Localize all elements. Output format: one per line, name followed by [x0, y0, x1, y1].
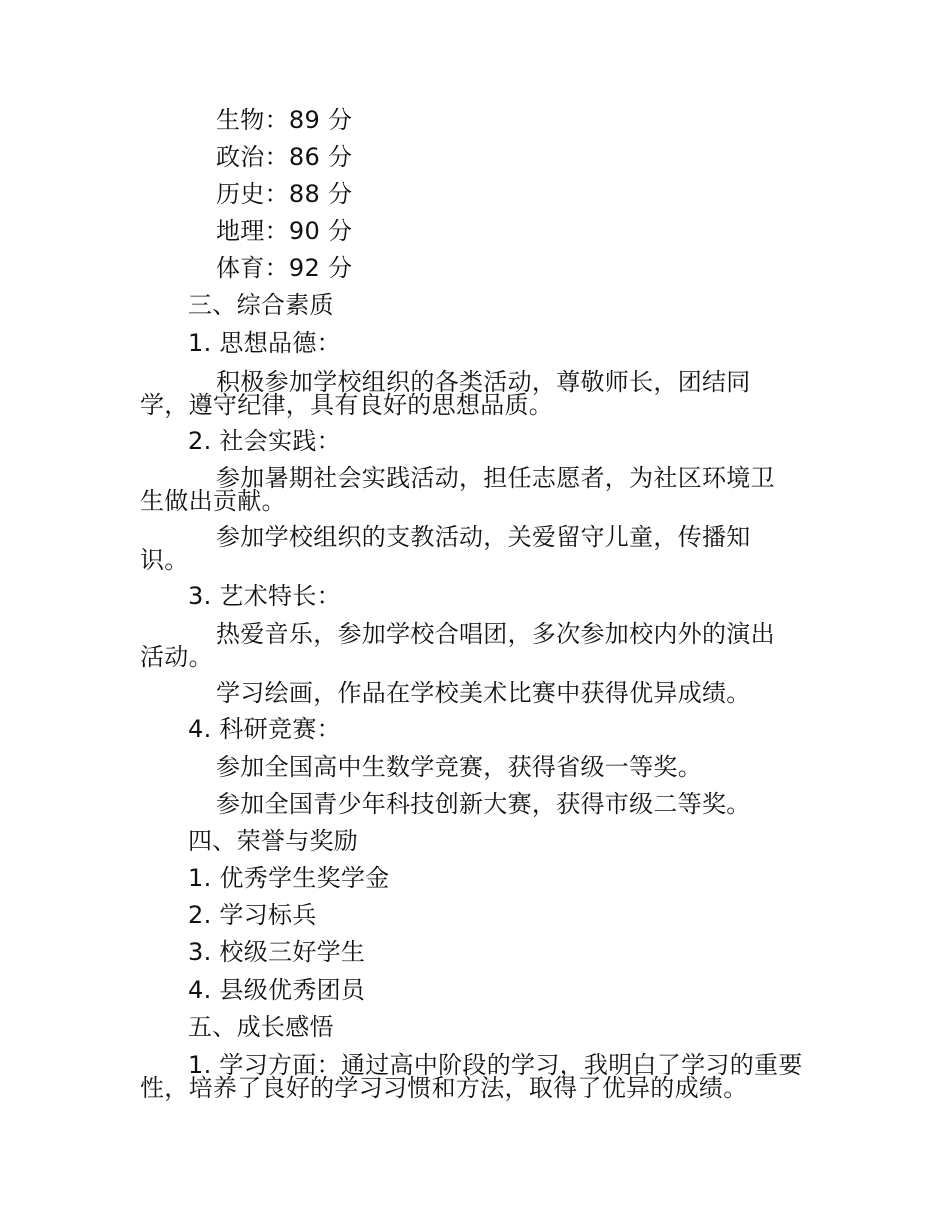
section-heading-reflection: 五、成长感悟	[188, 1013, 334, 1041]
score-politics: 政治：86 分	[216, 143, 353, 171]
social-para1-line1: 参加暑期社会实践活动，担任志愿者，为社区环境卫	[216, 464, 775, 492]
honor-item: 3. 校级三好学生	[188, 938, 366, 966]
art-para1-line2: 活动。	[140, 643, 213, 671]
social-para1-line2: 生做出贡献。	[140, 487, 286, 515]
honor-item: 1. 优秀学生奖学金	[188, 864, 390, 892]
score-history: 历史：88 分	[216, 180, 353, 208]
score-biology: 生物：89 分	[216, 106, 353, 134]
art-para2-line1: 学习绘画，作品在学校美术比赛中获得优异成绩。	[216, 679, 751, 707]
morality-para-line1: 积极参加学校组织的各类活动，尊敬师长，团结同	[216, 368, 751, 396]
social-para2-line1: 参加学校组织的支教活动，关爱留守儿童，传播知	[216, 523, 751, 551]
honor-item: 4. 县级优秀团员	[188, 976, 366, 1004]
item-title-research: 4. 科研竞赛：	[188, 715, 341, 743]
research-para1: 参加全国高中生数学竞赛，获得省级一等奖。	[216, 753, 702, 781]
reflection-item-line2: 性，培养了良好的学习习惯和方法，取得了优异的成绩。	[140, 1074, 748, 1102]
reflection-item-line1: 1. 学习方面：通过高中阶段的学习，我明白了学习的重要	[188, 1051, 803, 1079]
score-pe: 体育：92 分	[216, 254, 353, 282]
item-title-social-practice: 2. 社会实践：	[188, 427, 341, 455]
honor-item: 2. 学习标兵	[188, 901, 317, 929]
section-heading-honors: 四、荣誉与奖励	[188, 827, 359, 855]
section-heading-comprehensive: 三、综合素质	[188, 291, 334, 319]
item-title-art: 3. 艺术特长：	[188, 582, 341, 610]
art-para1-line1: 热爱音乐，参加学校合唱团，多次参加校内外的演出	[216, 620, 775, 648]
score-geography: 地理：90 分	[216, 217, 353, 245]
item-title-morality: 1. 思想品德：	[188, 329, 341, 357]
morality-para-line2: 学，遵守纪律，具有良好的思想品质。	[140, 391, 554, 419]
social-para2-line2: 识。	[140, 546, 189, 574]
research-para2: 参加全国青少年科技创新大赛，获得市级二等奖。	[216, 790, 751, 818]
